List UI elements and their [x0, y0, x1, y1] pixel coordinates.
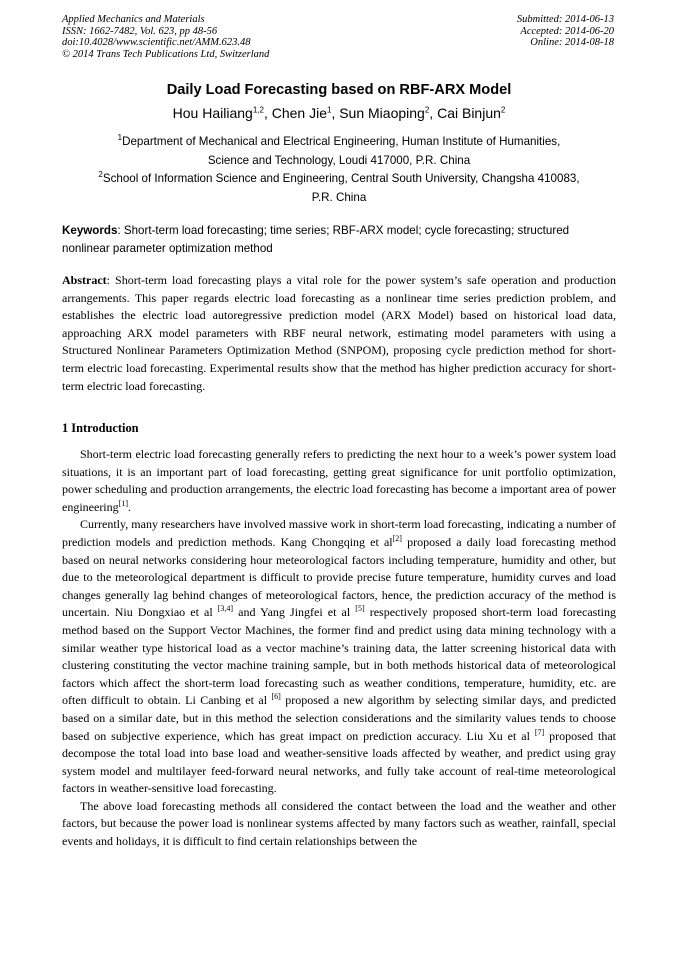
affiliation-mark: 1 — [117, 133, 123, 143]
abstract-label: Abstract — [62, 273, 107, 287]
online-date: Online: 2014-08-18 — [530, 37, 614, 49]
citation: [7] — [534, 727, 545, 737]
journal-info — [62, 14, 269, 60]
paragraph: The above load forecasting methods all considered the contact between the load and the weather and other factors, but because the power load is nonlinear systems affected by many factors such as weather, rainfall, special events and holidays, it is difficult to find certain relationships between the — [62, 798, 616, 849]
affiliation-mark: 2 — [98, 170, 103, 180]
affiliation-2: $^2$School of Information Science and Engineering, Central South University, Changsha 410083, P.R. China — [98, 170, 580, 204]
author-name: Chen Jie — [271, 105, 327, 121]
journal-name: Applied Mechanics and Materials — [62, 14, 205, 25]
section-heading: 1 Introduction — [62, 421, 139, 435]
paragraph: Short-term electric load forecasting generally refers to predicting the next hour to a week’s power system load situations, it is an important part of load forecasting, getting great significance for unit portfolio optimization, power scheduling and production arrangements, the electric load forecasting has become a important area of power engineering[1]. — [62, 447, 616, 514]
author-list: Hou Hailiang$^{1,2}$, Chen Jie$^1$, Sun Miaoping$^2$, Cai Binjun$^2$ — [172, 105, 506, 121]
keywords-label: Keywords — [62, 224, 118, 237]
journal-doi: doi:10.4028/www.scientific.net/AMM.623.48 — [62, 37, 251, 49]
author-affiliation-mark: 2 — [500, 105, 506, 115]
keywords — [62, 222, 616, 259]
author-name: Cai Binjun — [437, 105, 501, 121]
introduction-body — [62, 446, 616, 851]
author-affiliation-mark: 1 — [326, 105, 332, 115]
author-affiliation-mark: 2 — [424, 105, 430, 115]
citation: [3,4] — [217, 604, 234, 614]
abstract — [62, 272, 616, 395]
author-name: Sun Miaoping — [339, 105, 425, 121]
paragraph: Currently, many researchers have involved massive work in short-term load forecasting, indicating a number of prediction models and prediction methods. Kang Chongqing et al[2] proposed a daily load forecasting method based on neural networks considering hour meteorological factors including temperature, humidity and other, but due to the meteorological department is difficult to provide precise future temperature, humidity curves and load changes generally lag behind changes of meteorological factors, hence, the prediction accuracy of the method is uncertain. Niu Dongxiao et al [3,4] and Yang Jingfei et al [5] respectively proposed short-term load forecasting method based on the Support Vector Machines, the former find and predict using data mining technology with a similar weather type historical load as a vector machine’s training data, the latter screening historical data with clustering constituting the vector machine training sample, but in both methods historical data of meteorological factors which affect the short-term load forecasting such as weather conditions, temperature, humidity, etc. are often difficult to obtain. Li Canbing et al [6] proposed a new algorithm by selecting similar days, and predicted based on a similar date, but in this method the selection considerations and the similarity values tends to choose based on subjective experience, which has great impact on prediction accuracy. Liu Xu et al [7] proposed that decompose the total load into base load and weather-sensitive loads affected by weather, and predict using gray system model and multilayer feed-forward neural networks, and fully take account of real-time meteorological factors in weather-sensitive load forecasting. — [62, 517, 616, 796]
submission-dates — [517, 14, 614, 49]
abstract-text: : Short-term load forecasting plays a vital role for the power system’s safe operation and production arrangements. This paper regards electric load forecasting as a nonlinear time series prediction problem, and establishes the electric load autoregressive prediction model (ARX Model) based on historical load data, approaching ARX model parameters with RBF neural network, estimating model parameters with using a Structured Nonlinear Parameters Optimization Method (SNPOM), proposing cycle prediction method for short-term electric load forecasting. Experimental results show that the method has higher prediction accuracy for short-term electric load forecasting. — [62, 273, 616, 393]
author-name: Hou Hailiang — [172, 105, 253, 121]
citation: [2] — [392, 533, 402, 543]
paper-title: Daily Load Forecasting based on RBF-ARX Model — [166, 82, 512, 98]
author-affiliation-mark: 1,2 — [252, 105, 264, 115]
affiliation-1: $^1$Department of Mechanical and Electrical Engineering, Human Institute of Humanities, Science and Technology, Loudi 417000, P.R. China — [117, 133, 561, 167]
journal-issn: ISSN: 1662-7482, Vol. 623, pp 48-56 — [62, 25, 218, 37]
citation: [6] — [271, 692, 281, 702]
citation: [5] — [355, 604, 365, 614]
accepted-date: Accepted: 2014-06-20 — [520, 25, 614, 37]
journal-copyright: © 2014 Trans Tech Publications Ltd, Switzerland — [62, 48, 270, 60]
citation: [1] — [118, 498, 128, 508]
keywords-text: : Short-term load forecasting; time series; RBF-ARX model; cycle forecasting; structured nonlinear parameter optimization method — [62, 224, 570, 256]
submitted-date: Submitted: 2014-06-13 — [516, 14, 614, 25]
